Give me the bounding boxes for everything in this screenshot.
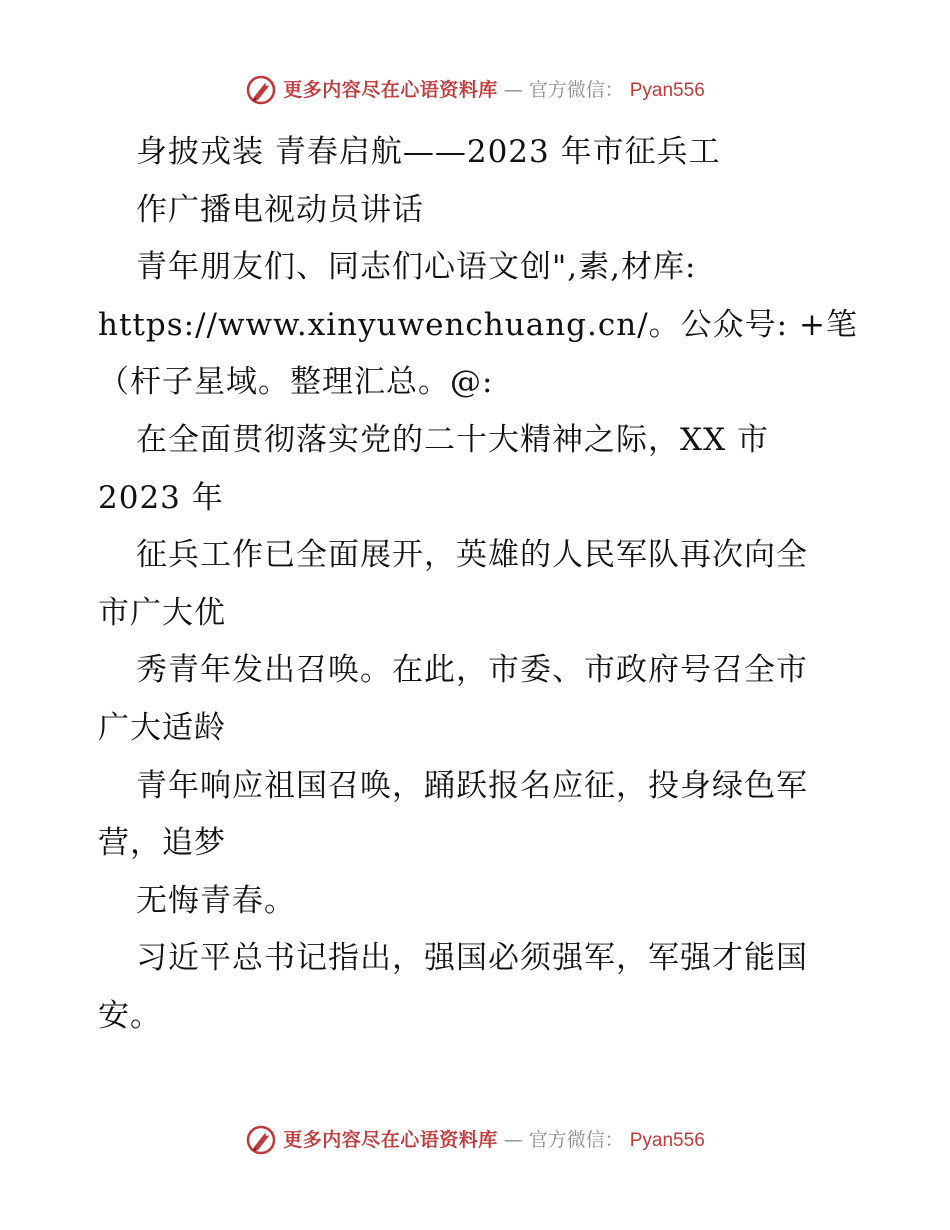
- paragraph-line: 无悔青春。: [136, 882, 296, 919]
- banner-wechat-label: 官方微信：: [528, 78, 624, 101]
- banner-wechat-id: Pyan556: [629, 79, 705, 101]
- banner-dash: —: [503, 78, 523, 101]
- paragraph-line: 习近平总书记指出，强国必须强军，军强才能国: [136, 940, 808, 977]
- banner-wechat-id: Pyan556: [629, 1129, 705, 1151]
- banner-main-text: 更多内容尽在心语资料库: [283, 78, 498, 101]
- pen-logo-icon: [245, 1124, 277, 1156]
- footer-banner: [0, 1120, 950, 1160]
- url-line: https://www.xinyuwenchuang.cn/。公众号: +笔: [98, 306, 858, 343]
- banner-dash: —: [503, 1128, 523, 1151]
- paragraph-line: （杆子星域。整理汇总。@:: [98, 364, 494, 401]
- paragraph-line: 在全面贯彻落实党的二十大精神之际，XX 市: [136, 421, 769, 458]
- paragraph-line: 市广大优: [98, 594, 226, 631]
- header-banner-content: [245, 74, 705, 106]
- title-line-1: 身披戎装 青春启航——2023 年市征兵工: [136, 134, 721, 170]
- paragraph-line: 营，追梦: [98, 825, 226, 862]
- paragraph-line: 青年响应祖国召唤，踊跃报名应征，投身绿色军: [136, 767, 808, 804]
- footer-banner-content: [245, 1124, 705, 1156]
- pen-logo-icon: [245, 74, 277, 106]
- title-line-2: 作广播电视动员讲话: [136, 191, 424, 228]
- document-body: [98, 124, 858, 1046]
- paragraph-line: 2023 年: [98, 479, 224, 516]
- paragraph-line: 青年朋友们、同志们心语文创",素,材库:: [136, 249, 697, 286]
- paragraph-line: 征兵工作已全面展开，英雄的人民军队再次向全: [136, 537, 808, 574]
- banner-wechat-label: 官方微信：: [528, 1128, 624, 1151]
- paragraph-line: 广大适龄: [98, 709, 226, 746]
- header-banner: [0, 70, 950, 110]
- paragraph-line: 安。: [98, 997, 162, 1034]
- paragraph-line: 秀青年发出召唤。在此，市委、市政府号召全市: [136, 652, 808, 689]
- banner-main-text: 更多内容尽在心语资料库: [283, 1128, 498, 1151]
